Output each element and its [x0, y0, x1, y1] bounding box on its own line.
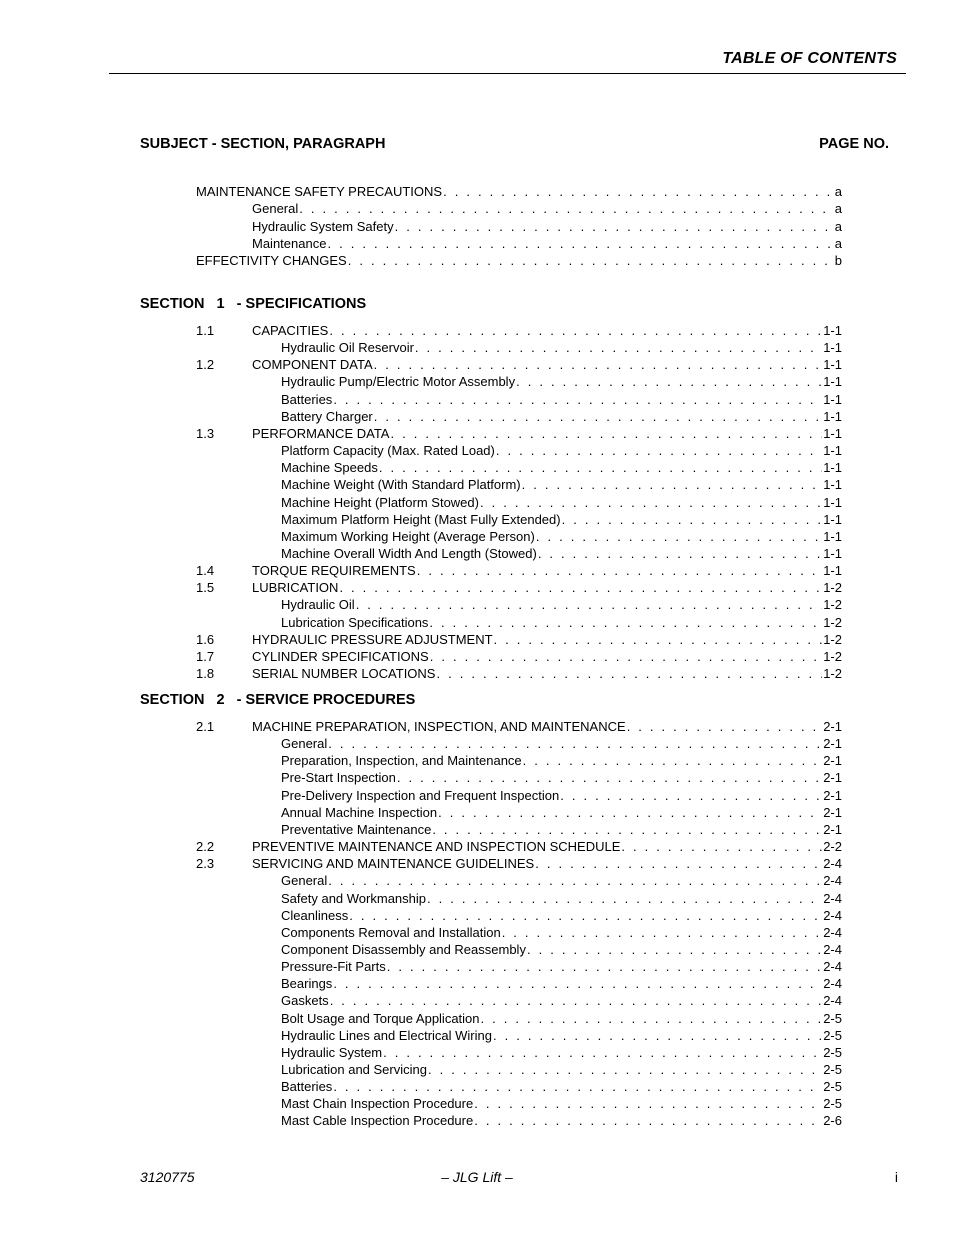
dot-leader [538, 545, 822, 562]
toc-entry-number: 1.3 [196, 425, 215, 441]
toc-entry-number: 1.4 [196, 563, 215, 579]
dot-leader [562, 511, 823, 528]
toc-entry[interactable] [196, 252, 842, 269]
dot-leader [390, 425, 822, 442]
dot-leader [330, 992, 823, 1009]
toc-entry-title: Mast Cable Inspection Procedure [281, 1113, 474, 1129]
dot-leader [333, 391, 822, 408]
toc-entry-title: Battery Charger [281, 408, 373, 424]
dot-leader [397, 769, 822, 786]
toc-entry-page: 2-1 [823, 770, 842, 786]
dot-leader [415, 339, 822, 356]
toc-entry[interactable] [196, 838, 842, 855]
toc-entry-title: Lubrication and Servicing [281, 1062, 427, 1077]
toc-entry[interactable] [196, 631, 842, 648]
toc-entry[interactable] [196, 356, 842, 373]
dot-leader [502, 924, 823, 941]
footer-publisher: – JLG Lift – [441, 1169, 513, 1185]
toc-entry-title: Machine Weight (With Standard Platform) [281, 477, 521, 493]
toc-entry[interactable] [196, 545, 842, 562]
toc-entry[interactable] [196, 907, 842, 924]
toc-entry-page: 1-1 [823, 374, 842, 390]
toc-entry[interactable] [196, 924, 842, 941]
toc-entry-title: Hydraulic System Safety [252, 218, 394, 234]
toc-entry[interactable] [196, 442, 842, 459]
section-heading[interactable]: SECTION 1 - SPECIFICATIONS [140, 296, 367, 312]
toc-entry[interactable] [196, 855, 842, 872]
toc-entry-page: a [834, 201, 842, 217]
header-title: TABLE OF CONTENTS [722, 50, 897, 67]
toc-entry-title: TORQUE REQUIREMENTS [252, 563, 416, 579]
toc-entry-page: 2-5 [823, 1079, 842, 1095]
toc-entry[interactable] [196, 821, 842, 838]
toc-entry[interactable] [196, 941, 842, 958]
toc-entry-number: 1.7 [196, 648, 215, 664]
toc-entry-title: MACHINE PREPARATION, INSPECTION, AND MAINTENANCE [252, 719, 626, 734]
dot-leader [481, 1010, 823, 1027]
toc-entry-page: 2-1 [823, 787, 842, 803]
toc-entry[interactable] [196, 391, 842, 408]
toc-entry-title: Gaskets [281, 993, 329, 1009]
dot-leader [432, 821, 822, 838]
dot-leader [536, 528, 822, 545]
toc-entry-page: 2-4 [823, 873, 842, 889]
toc-entry-page: 2-4 [823, 890, 842, 906]
toc-entry-title: CYLINDER SPECIFICATIONS [252, 648, 429, 664]
toc-entry-page: 2-5 [823, 1010, 842, 1026]
toc-entry-page: 1-1 [823, 563, 842, 579]
dot-leader [621, 838, 822, 855]
toc-entry[interactable] [196, 735, 842, 752]
toc-entry-title: Batteries [281, 1079, 333, 1095]
toc-entry-number: 1.1 [196, 323, 215, 338]
dot-leader [348, 252, 834, 269]
toc-entry-page: 1-2 [823, 597, 842, 613]
toc-entry-title: Safety and Workmanship [281, 890, 426, 906]
toc-entry-page: 2-1 [823, 804, 842, 820]
toc-entry-title: Lubrication Specifications [281, 614, 429, 630]
toc-entry[interactable] [196, 408, 842, 425]
toc-entry[interactable] [196, 322, 842, 339]
toc-entry-page: 1-1 [823, 443, 842, 459]
toc-entry-page: 2-4 [823, 941, 842, 957]
toc-entry-title: SERVICING AND MAINTENANCE GUIDELINES [252, 856, 535, 872]
toc-entry-page: 1-1 [823, 460, 842, 476]
toc-entry[interactable] [196, 992, 842, 1009]
toc-entry-title: Maximum Platform Height (Mast Fully Extended) [281, 511, 561, 527]
toc-entry-number: 1.2 [196, 357, 215, 373]
toc-entry-page: 1-1 [823, 357, 842, 373]
toc-entry-page: 2-4 [823, 993, 842, 1009]
toc-entry[interactable] [196, 958, 842, 975]
toc-entry[interactable] [196, 579, 842, 596]
toc-entry-page: a [834, 235, 842, 251]
toc-entry[interactable] [196, 511, 842, 528]
toc-entry[interactable] [196, 425, 842, 442]
toc-entry[interactable] [196, 1112, 842, 1129]
dot-leader [438, 804, 822, 821]
toc-entry[interactable] [196, 752, 842, 769]
dot-leader [374, 356, 823, 373]
toc-entry-title: Bearings [281, 976, 333, 992]
toc-entry-page: 1-2 [823, 648, 842, 664]
dot-leader [428, 1061, 822, 1078]
toc-entry[interactable] [196, 872, 842, 889]
toc-entry-title: Pressure-Fit Parts [281, 959, 386, 975]
toc-entry-title: Hydraulic Lines and Electrical Wiring [281, 1027, 492, 1043]
toc-entry-title: Maximum Working Height (Average Person) [281, 528, 535, 544]
dot-leader [379, 459, 822, 476]
toc-entry-title: Cleanliness [281, 907, 349, 923]
toc-entry-page: 2-5 [823, 1044, 842, 1060]
toc-entry-page: 2-4 [823, 924, 842, 940]
dot-leader [328, 735, 822, 752]
toc-entry-title: EFFECTIVITY CHANGES [196, 253, 347, 269]
dot-leader [496, 442, 822, 459]
toc-entry-page: 1-1 [823, 528, 842, 544]
toc-entry-title: Preparation, Inspection, and Maintenance [281, 753, 522, 769]
toc-entry[interactable] [196, 718, 842, 735]
dot-leader [395, 218, 834, 235]
toc-entry[interactable] [196, 890, 842, 907]
dot-leader [417, 562, 822, 579]
toc-entry[interactable] [196, 1095, 842, 1112]
toc-entry-page: 2-4 [823, 959, 842, 975]
toc-entry-title: LUBRICATION [252, 580, 339, 596]
toc-entry-page: 1-1 [823, 494, 842, 510]
dot-leader [299, 200, 834, 217]
toc-entry-title: Machine Height (Platform Stowed) [281, 494, 479, 510]
toc-entry-title: Bolt Usage and Torque Application [281, 1010, 480, 1026]
toc-entry-title: HYDRAULIC PRESSURE ADJUSTMENT [252, 631, 493, 647]
toc-entry-title: Components Removal and Installation [281, 924, 501, 940]
header-rule [109, 73, 906, 74]
toc-entry-page: 1-1 [823, 477, 842, 493]
toc-entry[interactable] [196, 218, 842, 235]
dot-leader [523, 752, 823, 769]
dot-leader [383, 1044, 822, 1061]
dot-leader [535, 855, 822, 872]
dot-leader [329, 322, 822, 339]
dot-leader [374, 408, 822, 425]
toc-entry-title: Hydraulic Oil [281, 597, 355, 613]
dot-leader [427, 890, 822, 907]
toc-entry-number: 2.3 [196, 856, 215, 872]
toc-entry-page: 1-1 [823, 425, 842, 441]
toc-entry[interactable] [196, 769, 842, 786]
toc-entry-title: Component Disassembly and Reassembly [281, 941, 526, 957]
toc-entry[interactable] [196, 528, 842, 545]
toc-entry[interactable] [196, 804, 842, 821]
toc-entry[interactable] [196, 1061, 842, 1078]
dot-leader [443, 183, 834, 200]
toc-entry-page: 1-2 [823, 631, 842, 647]
toc-entry-title: Hydraulic Oil Reservoir [281, 340, 414, 356]
dot-leader [474, 1112, 822, 1129]
toc-entry-page: 2-4 [823, 976, 842, 992]
toc-entry-title: Hydraulic Pump/Electric Motor Assembly [281, 374, 516, 390]
dot-leader [480, 494, 822, 511]
toc-entry[interactable] [196, 1010, 842, 1027]
toc-entry-page: 2-5 [823, 1096, 842, 1112]
toc-entry[interactable] [196, 373, 842, 390]
dot-leader [560, 787, 822, 804]
toc-entry-page: b [834, 253, 842, 269]
toc-entry-title: Machine Overall Width And Length (Stowed) [281, 545, 537, 561]
toc-entry-title: Platform Capacity (Max. Rated Load) [281, 443, 495, 459]
page-column-label: PAGE NO. [819, 136, 889, 152]
dot-leader [328, 872, 822, 889]
toc-entry[interactable] [196, 339, 842, 356]
dot-leader [436, 665, 822, 682]
toc-entry-number: 2.1 [196, 719, 215, 734]
dot-leader [356, 596, 823, 613]
dot-leader [429, 614, 822, 631]
toc-entry-page: 2-1 [823, 719, 842, 734]
dot-leader [527, 941, 822, 958]
toc-entry-number: 1.5 [196, 580, 215, 596]
toc-entry-number: 1.8 [196, 666, 215, 681]
footer-doc-number: 3120775 [140, 1169, 195, 1185]
toc-entry-page: a [834, 218, 842, 234]
toc-entry-title: General [252, 201, 299, 217]
toc-entry-page: 2-1 [823, 753, 842, 769]
dot-leader [333, 1078, 822, 1095]
toc-entry-title: Machine Speeds [281, 460, 378, 476]
toc-entry[interactable] [196, 200, 842, 217]
toc-entry-title: Hydraulic System [281, 1044, 383, 1060]
toc-entry-title: General [281, 873, 328, 889]
dot-leader [387, 958, 822, 975]
toc-entry[interactable] [196, 562, 842, 579]
toc-entry-page: 2-5 [823, 1062, 842, 1077]
toc-entry-title: PREVENTIVE MAINTENANCE AND INSPECTION SCHEDULE [252, 839, 621, 855]
toc-entry-page: 1-1 [823, 408, 842, 424]
toc-entry[interactable] [196, 596, 842, 613]
toc-entry-page: 2-4 [823, 856, 842, 872]
dot-leader [327, 235, 833, 252]
toc-entry-title: Preventative Maintenance [281, 821, 432, 837]
toc-entry-page: 2-4 [823, 907, 842, 923]
toc-entry-page: 2-1 [823, 821, 842, 837]
toc-entry[interactable] [196, 1078, 842, 1095]
toc-entry-title: MAINTENANCE SAFETY PRECAUTIONS [196, 184, 443, 199]
dot-leader [494, 631, 823, 648]
toc-entry-page: a [834, 184, 842, 199]
toc-entry-title: Batteries [281, 391, 333, 407]
toc-entry[interactable] [196, 494, 842, 511]
dot-leader [516, 373, 822, 390]
toc-entry-page: 2-2 [823, 839, 842, 855]
subject-column-label: SUBJECT - SECTION, PARAGRAPH [140, 136, 386, 152]
toc-entry-title: COMPONENT DATA [252, 357, 373, 373]
toc-entry-title: Pre-Start Inspection [281, 770, 396, 786]
toc-entry[interactable] [196, 648, 842, 665]
dot-leader [493, 1027, 822, 1044]
dot-leader [430, 648, 822, 665]
toc-entry[interactable] [196, 183, 842, 200]
toc-entry-page: 1-1 [823, 511, 842, 527]
toc-entry-page: 1-1 [823, 340, 842, 356]
dot-leader [522, 476, 823, 493]
toc-entry-page: 2-5 [823, 1027, 842, 1043]
toc-entry-title: Annual Machine Inspection [281, 804, 438, 820]
toc-entry[interactable] [196, 787, 842, 804]
toc-entry-title: Pre-Delivery Inspection and Frequent Inspection [281, 787, 560, 803]
toc-entry-page: 1-2 [823, 666, 842, 681]
footer-page-number: i [894, 1169, 898, 1185]
toc-entry-title: Mast Chain Inspection Procedure [281, 1096, 474, 1112]
toc-entry-number: 1.6 [196, 631, 215, 647]
toc-entry[interactable] [196, 1027, 842, 1044]
toc-entry-page: 1-1 [823, 323, 842, 338]
toc-entry-title: Maintenance [252, 235, 327, 251]
toc-entry-page: 1-2 [823, 580, 842, 596]
toc-entry-title: CAPACITIES [252, 323, 329, 338]
toc-entry[interactable] [196, 459, 842, 476]
toc-entry-page: 2-6 [823, 1113, 842, 1129]
dot-leader [333, 975, 822, 992]
dot-leader [627, 718, 823, 735]
toc-entry-page: 1-1 [823, 545, 842, 561]
dot-leader [474, 1095, 822, 1112]
toc-entry[interactable] [196, 476, 842, 493]
toc-entry-page: 1-1 [823, 391, 842, 407]
toc-entry[interactable] [196, 665, 842, 682]
dot-leader [349, 907, 822, 924]
toc-entry-page: 1-2 [823, 614, 842, 630]
toc-entry-number: 2.2 [196, 839, 215, 855]
dot-leader [339, 579, 822, 596]
toc-entry[interactable] [196, 235, 842, 252]
toc-entry[interactable] [196, 975, 842, 992]
toc-entry-title: General [281, 736, 328, 752]
toc-entry[interactable] [196, 614, 842, 631]
toc-entry-page: 2-1 [823, 736, 842, 752]
toc-entry-title: PERFORMANCE DATA [252, 425, 390, 441]
section-heading[interactable]: SECTION 2 - SERVICE PROCEDURES [140, 692, 416, 708]
toc-entry[interactable] [196, 1044, 842, 1061]
toc-entry-title: SERIAL NUMBER LOCATIONS [252, 666, 436, 681]
